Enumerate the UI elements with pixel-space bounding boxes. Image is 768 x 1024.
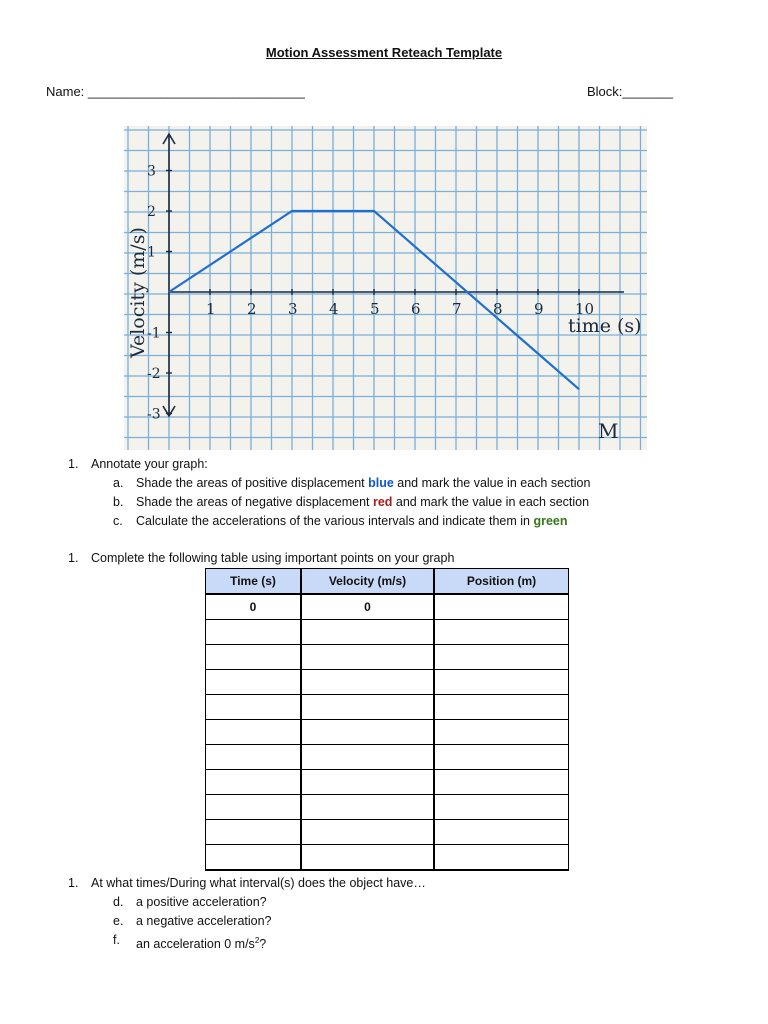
table-cell[interactable] <box>206 820 302 845</box>
column-header-velocity: Velocity (m/s) <box>301 569 434 595</box>
list-letter: b. <box>113 495 124 509</box>
block-field[interactable]: Block:_______ <box>587 84 674 99</box>
table-row <box>206 620 569 645</box>
y-tick-label: 3 <box>147 163 156 180</box>
annotate-item-text: Shade the areas of positive displacement blue and mark the value in each section <box>136 476 591 490</box>
table-row <box>206 745 569 770</box>
table-cell[interactable] <box>434 845 569 871</box>
list-number: 1. <box>68 876 79 890</box>
table-row <box>206 594 569 620</box>
y-tick-label: -1 <box>147 325 161 342</box>
table-cell[interactable] <box>206 770 302 795</box>
table-row <box>206 695 569 720</box>
x-tick-label: 7 <box>452 300 462 318</box>
table-cell[interactable] <box>206 720 302 745</box>
annotate-section <box>0 455 768 535</box>
x-tick-label: 3 <box>288 300 298 318</box>
table-cell[interactable] <box>301 670 434 695</box>
column-header-time: Time (s) <box>206 569 302 595</box>
list-letter: a. <box>113 476 124 490</box>
position-table <box>205 568 569 871</box>
list-letter: f. <box>113 933 120 947</box>
table-row <box>206 720 569 745</box>
table-cell[interactable] <box>206 670 302 695</box>
list-number: 1. <box>68 457 79 471</box>
color-word-green: green <box>533 514 568 528</box>
table-row <box>206 820 569 845</box>
y-tick-label: -3 <box>147 406 161 423</box>
table-cell[interactable] <box>434 720 569 745</box>
table-cell[interactable] <box>206 695 302 720</box>
question-text: an acceleration 0 $m/s^2$? <box>136 936 267 952</box>
table-cell[interactable]: 0 <box>206 594 302 620</box>
table-cell[interactable]: 0 <box>301 594 434 620</box>
table-cell[interactable] <box>301 620 434 645</box>
table-cell[interactable] <box>434 820 569 845</box>
acceleration-questions <box>0 874 768 954</box>
x-tick-label: 1 <box>206 300 216 318</box>
table-cell[interactable] <box>301 745 434 770</box>
x-tick-label: 4 <box>329 300 339 318</box>
x-tick-label: 10 <box>575 300 595 318</box>
color-word-blue: blue <box>368 476 394 490</box>
table-row <box>206 645 569 670</box>
table-cell[interactable] <box>434 795 569 820</box>
velocity-time-graph-photo <box>124 126 647 450</box>
x-tick-label: 8 <box>493 300 503 318</box>
y-tick-label: -2 <box>147 366 161 382</box>
y-axis-label: Velocity (m/s) <box>127 227 149 358</box>
annotate-item-text: Calculate the accelerations of the various intervals and indicate them in green <box>136 514 568 528</box>
table-cell[interactable] <box>301 845 434 871</box>
table-cell[interactable] <box>301 820 434 845</box>
table-cell[interactable] <box>206 620 302 645</box>
table-cell[interactable] <box>301 795 434 820</box>
column-header-position: Position (m) <box>434 569 569 595</box>
x-axis-label: time (s) <box>568 315 642 337</box>
annotate-intro: Annotate your graph: <box>91 457 208 471</box>
table-cell[interactable] <box>434 620 569 645</box>
table-cell[interactable] <box>434 770 569 795</box>
table-section-heading <box>0 549 768 569</box>
table-cell[interactable] <box>434 745 569 770</box>
color-word-red: red <box>372 495 393 509</box>
table-cell[interactable] <box>434 670 569 695</box>
table-cell[interactable] <box>434 645 569 670</box>
acceleration-intro: At what times/During what interval(s) does the object have… <box>91 876 426 890</box>
y-tick-label: 2 <box>147 204 156 220</box>
corner-mark: M <box>598 419 619 443</box>
graph-paper <box>124 126 647 450</box>
table-cell[interactable] <box>434 594 569 620</box>
table-row <box>206 670 569 695</box>
table-intro: Complete the following table using important points on your graph <box>91 551 455 565</box>
table-row <box>206 795 569 820</box>
x-tick-label: 9 <box>534 300 544 318</box>
table-cell[interactable] <box>301 720 434 745</box>
table-cell[interactable] <box>301 770 434 795</box>
list-letter: c. <box>113 514 123 528</box>
table-cell[interactable] <box>301 645 434 670</box>
table-row <box>206 845 569 871</box>
list-letter: e. <box>113 914 124 928</box>
list-letter: d. <box>113 895 124 909</box>
page-title: Motion Assessment Reteach Template <box>265 45 503 60</box>
table-cell[interactable] <box>434 695 569 720</box>
x-tick-label: 2 <box>247 300 257 318</box>
question-text: a positive acceleration? <box>136 895 267 909</box>
table-cell[interactable] <box>206 745 302 770</box>
x-tick-label: 6 <box>411 300 421 318</box>
annotate-item-text: Shade the areas of negative displacement red and mark the value in each section <box>136 495 590 509</box>
table-header-row <box>206 569 569 595</box>
y-tick-label: 1 <box>147 244 156 261</box>
table-row <box>206 770 569 795</box>
x-tick-label: 5 <box>370 300 380 318</box>
table-cell[interactable] <box>206 795 302 820</box>
name-field[interactable]: Name: ______________________________ <box>46 84 305 99</box>
table-cell[interactable] <box>301 695 434 720</box>
list-number: 1. <box>68 551 79 565</box>
table-cell[interactable] <box>206 645 302 670</box>
table-cell[interactable] <box>206 845 302 871</box>
question-text: a negative acceleration? <box>136 914 272 928</box>
